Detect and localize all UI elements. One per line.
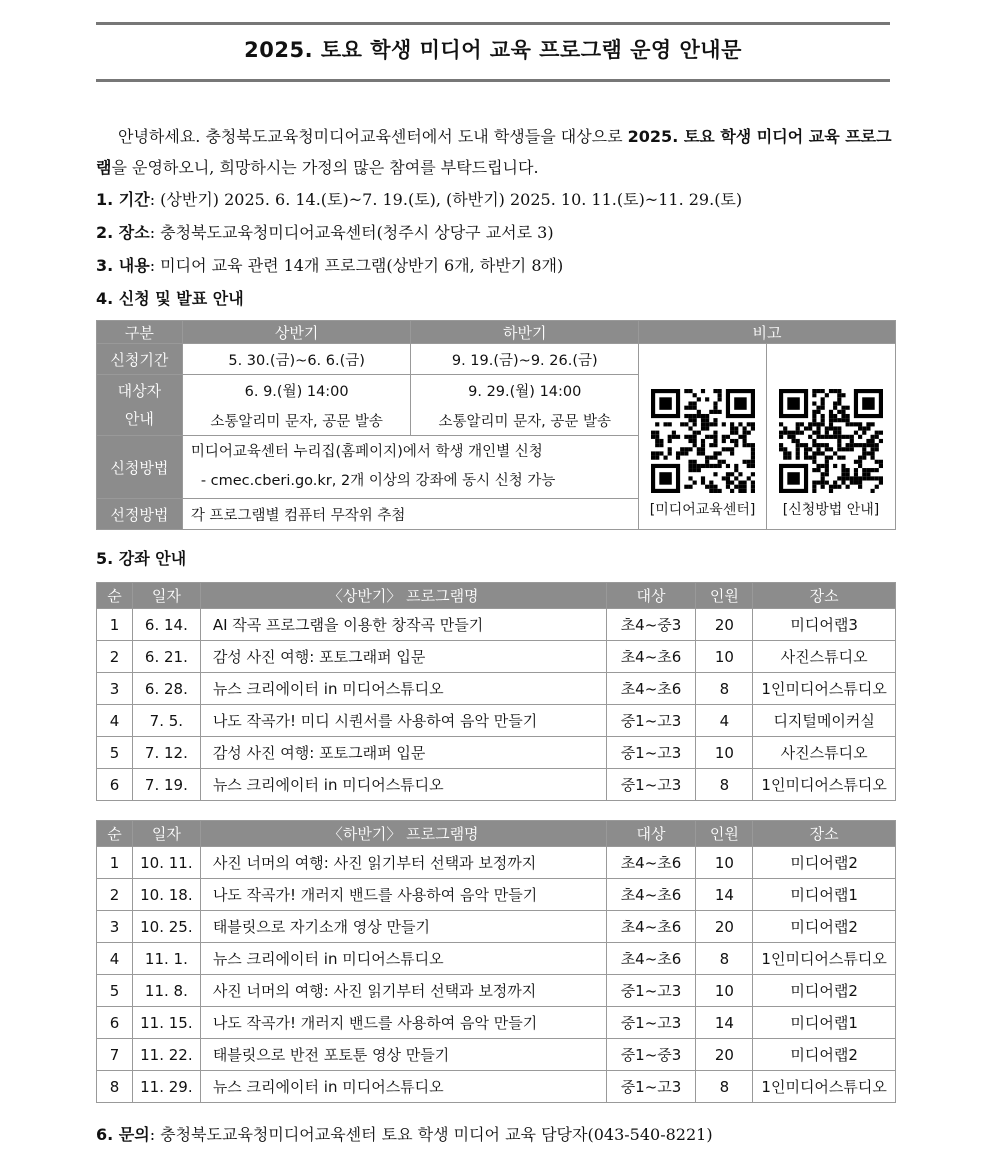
first-half-cell: 뉴스 크리에이터 in 미디어스튜디오 [200, 769, 606, 801]
apply-period-first: 5. 30.(금)~6. 6.(금) [182, 344, 411, 375]
intro-text-a: 안녕하세요. 충청북도교육청미디어교육센터에서 도내 학생들을 대상으로 [118, 127, 628, 146]
first-half-header-row [97, 583, 896, 609]
page-title: 2025. 토요 학생 미디어 교육 프로그램 운영 안내문 [244, 38, 742, 62]
second-half-cell: 뉴스 크리에이터 in 미디어스튜디오 [200, 943, 606, 975]
first-half-cell: 중1~고3 [606, 737, 696, 769]
first-half-cell: 10 [696, 641, 753, 673]
second-half-cell: 10. 11. [132, 847, 200, 879]
title-box [96, 22, 890, 82]
table-row [97, 609, 896, 641]
second-half-cell: 태블릿으로 자기소개 영상 만들기 [200, 911, 606, 943]
intro-text-c: 을 운영하오니, 희망하시는 가정의 많은 참여를 부탁드립니다. [111, 158, 539, 177]
second-half-cell: 2 [97, 879, 133, 911]
second-half-header-cell: 장소 [753, 821, 896, 847]
second-half-header-cell: 대상 [606, 821, 696, 847]
first-half-cell: 사진스튜디오 [753, 641, 896, 673]
first-half-cell: 초4~초6 [606, 641, 696, 673]
first-half-header-cell: 대상 [606, 583, 696, 609]
table-row [97, 1071, 896, 1103]
second-half-cell: 미디어랩2 [753, 911, 896, 943]
first-half-cell: 1 [97, 609, 133, 641]
place-line [96, 220, 554, 243]
table-row [97, 705, 896, 737]
second-half-cell: 사진 너머의 여행: 사진 읽기부터 선택과 보정까지 [200, 975, 606, 1007]
first-half-header-cell: 순 [97, 583, 133, 609]
first-half-cell: 3 [97, 673, 133, 705]
first-half-header-cell: 인원 [696, 583, 753, 609]
apply-method-line1: 미디어교육센터 누리집(홈페이지)에서 학생 개인별 신청 [190, 444, 543, 460]
first-half-cell: 중1~고3 [606, 769, 696, 801]
apply-method-text [182, 436, 638, 499]
second-half-cell: 1 [97, 847, 133, 879]
apply-heading [96, 286, 244, 309]
first-half-cell: 6. 21. [132, 641, 200, 673]
second-half-cell: 3 [97, 911, 133, 943]
qr2-caption: [신청방법 안내] [782, 502, 880, 518]
first-half-cell: 8 [696, 673, 753, 705]
second-half-header-cell: 〈하반기〉 프로그램명 [200, 821, 606, 847]
first-half-cell: 초4~초6 [606, 673, 696, 705]
first-half-cell: AI 작곡 프로그램을 이용한 창작곡 만들기 [200, 609, 606, 641]
second-half-cell: 11. 8. [132, 975, 200, 1007]
first-half-cell: 8 [696, 769, 753, 801]
second-half-cell: 초4~초6 [606, 911, 696, 943]
target-label-a: 대상자 [117, 382, 162, 400]
first-half-cell: 4 [97, 705, 133, 737]
first-half-cell: 나도 작곡가! 미디 시퀀서를 사용하여 음악 만들기 [200, 705, 606, 737]
second-half-cell: 태블릿으로 반전 포토툰 영상 만들기 [200, 1039, 606, 1071]
second-half-cell: 미디어랩1 [753, 879, 896, 911]
contact-label: 6. 문의 [96, 1125, 150, 1144]
table-row [97, 1039, 896, 1071]
contact-line [96, 1122, 713, 1145]
first-half-cell: 10 [696, 737, 753, 769]
qr-code-icon[interactable] [651, 389, 755, 493]
content-label: 3. 내용 [96, 256, 150, 275]
lecture-heading [96, 546, 186, 569]
apply-header-first: 상반기 [182, 321, 411, 344]
apply-method-line2: - cmec.cberi.go.kr, 2개 이상의 강좌에 동시 신청 가능 [200, 473, 556, 489]
content-line [96, 253, 563, 276]
target-second-method: 소통알리미 문자, 공문 발송 [411, 405, 639, 436]
table-row [97, 769, 896, 801]
first-half-cell: 감성 사진 여행: 포토그래퍼 입문 [200, 737, 606, 769]
second-half-cell: 11. 1. [132, 943, 200, 975]
apply-select-text: 각 프로그램별 컴퓨터 무작위 추첨 [182, 499, 638, 530]
second-half-cell: 나도 작곡가! 개러지 밴드를 사용하여 음악 만들기 [200, 879, 606, 911]
first-half-cell: 2 [97, 641, 133, 673]
second-half-cell: 나도 작곡가! 개러지 밴드를 사용하여 음악 만들기 [200, 1007, 606, 1039]
second-half-cell: 1인미디어스튜디오 [753, 1071, 896, 1103]
first-half-table [96, 582, 896, 801]
second-half-cell: 미디어랩1 [753, 1007, 896, 1039]
second-half-header-row [97, 821, 896, 847]
place-text: : 충청북도교육청미디어교육센터(청주시 상당구 교서로 3) [149, 223, 554, 242]
second-half-cell: 5 [97, 975, 133, 1007]
lecture-label: 5. 강좌 안내 [96, 549, 187, 568]
first-half-cell: 감성 사진 여행: 포토그래퍼 입문 [200, 641, 606, 673]
first-half-cell: 디지털메이커실 [753, 705, 896, 737]
apply-header-second: 하반기 [411, 321, 639, 344]
target-first-date: 6. 9.(월) 14:00 [182, 375, 411, 406]
second-half-cell: 10 [696, 847, 753, 879]
apply-row-target-label [97, 375, 183, 436]
table-row [97, 641, 896, 673]
intro-paragraph [96, 121, 896, 183]
second-half-cell: 11. 29. [132, 1071, 200, 1103]
first-half-cell: 사진스튜디오 [753, 737, 896, 769]
second-half-cell: 중1~고3 [606, 975, 696, 1007]
second-half-cell: 8 [97, 1071, 133, 1103]
second-half-cell: 14 [696, 879, 753, 911]
second-half-cell: 6 [97, 1007, 133, 1039]
second-half-table [96, 820, 896, 1103]
second-half-cell: 뉴스 크리에이터 in 미디어스튜디오 [200, 1071, 606, 1103]
table-row [97, 943, 896, 975]
second-half-cell: 20 [696, 1039, 753, 1071]
second-half-cell: 8 [696, 943, 753, 975]
second-half-cell: 초4~초6 [606, 879, 696, 911]
first-half-cell: 뉴스 크리에이터 in 미디어스튜디오 [200, 673, 606, 705]
second-half-cell: 중1~고3 [606, 1007, 696, 1039]
apply-label: 4. 신청 및 발표 안내 [96, 289, 244, 308]
first-half-header-cell: 〈상반기〉 프로그램명 [200, 583, 606, 609]
table-row [97, 1007, 896, 1039]
second-half-cell: 10. 25. [132, 911, 200, 943]
target-first-method: 소통알리미 문자, 공문 발송 [182, 405, 411, 436]
apply-row-period-label: 신청기간 [97, 344, 183, 375]
second-half-cell: 초4~초6 [606, 847, 696, 879]
apply-header-category: 구분 [97, 321, 183, 344]
first-half-cell: 1인미디어스튜디오 [753, 673, 896, 705]
qr1-caption: [미디어교육센터] [649, 502, 756, 518]
table-row [97, 673, 896, 705]
contact-text: : 충청북도교육청미디어교육센터 토요 학생 미디어 교육 담당자(043-540-8221) [149, 1125, 713, 1144]
table-row [97, 911, 896, 943]
second-half-cell: 사진 너머의 여행: 사진 읽기부터 선택과 보정까지 [200, 847, 606, 879]
second-half-header-cell: 일자 [132, 821, 200, 847]
first-half-header-cell: 일자 [132, 583, 200, 609]
first-half-cell: 5 [97, 737, 133, 769]
apply-row-select-label: 선정방법 [97, 499, 183, 530]
period-text: : (상반기) 2025. 6. 14.(토)~7. 19.(토), (하반기) 2025. 10. 11.(토)~11. 29.(토) [149, 190, 743, 209]
second-half-cell: 1인미디어스튜디오 [753, 943, 896, 975]
apply-table [96, 320, 896, 530]
second-half-cell: 8 [696, 1071, 753, 1103]
apply-row-method-label: 신청방법 [97, 436, 183, 499]
second-half-cell: 14 [696, 1007, 753, 1039]
qr-code-icon[interactable] [779, 389, 883, 493]
first-half-cell: 1인미디어스튜디오 [753, 769, 896, 801]
apply-header-note: 비고 [639, 321, 896, 344]
target-label-b: 안내 [124, 410, 154, 428]
qr-cell-guide [767, 344, 896, 530]
second-half-cell: 미디어랩2 [753, 1039, 896, 1071]
second-half-cell: 11. 15. [132, 1007, 200, 1039]
second-half-cell: 7 [97, 1039, 133, 1071]
first-half-cell: 초4~중3 [606, 609, 696, 641]
qr-cell-center [639, 344, 767, 530]
first-half-cell: 7. 19. [132, 769, 200, 801]
first-half-cell: 6. 28. [132, 673, 200, 705]
apply-period-second: 9. 19.(금)~9. 26.(금) [411, 344, 639, 375]
period-label: 1. 기간 [96, 190, 150, 209]
second-half-cell: 초4~초6 [606, 943, 696, 975]
second-half-cell: 4 [97, 943, 133, 975]
second-half-cell: 중1~중3 [606, 1039, 696, 1071]
table-row [97, 847, 896, 879]
second-half-cell: 11. 22. [132, 1039, 200, 1071]
table-row [97, 879, 896, 911]
first-half-cell: 중1~고3 [606, 705, 696, 737]
table-row [97, 737, 896, 769]
second-half-cell: 미디어랩2 [753, 847, 896, 879]
second-half-header-cell: 인원 [696, 821, 753, 847]
second-half-cell: 10 [696, 975, 753, 1007]
first-half-cell: 7. 5. [132, 705, 200, 737]
second-half-cell: 20 [696, 911, 753, 943]
first-half-cell: 20 [696, 609, 753, 641]
target-second-date: 9. 29.(월) 14:00 [411, 375, 639, 406]
second-half-cell: 중1~고3 [606, 1071, 696, 1103]
first-half-cell: 7. 12. [132, 737, 200, 769]
intro-program-name: 2025. 토요 학생 미디어 교육 프로그램 [96, 127, 892, 177]
table-row [97, 975, 896, 1007]
place-label: 2. 장소 [96, 223, 150, 242]
content-text: : 미디어 교육 관련 14개 프로그램(상반기 6개, 하반기 8개) [149, 256, 564, 275]
first-half-cell: 6. 14. [132, 609, 200, 641]
second-half-cell: 10. 18. [132, 879, 200, 911]
first-half-header-cell: 장소 [753, 583, 896, 609]
first-half-cell: 4 [696, 705, 753, 737]
first-half-cell: 미디어랩3 [753, 609, 896, 641]
second-half-cell: 미디어랩2 [753, 975, 896, 1007]
period-line [96, 187, 742, 210]
first-half-cell: 6 [97, 769, 133, 801]
second-half-header-cell: 순 [97, 821, 133, 847]
